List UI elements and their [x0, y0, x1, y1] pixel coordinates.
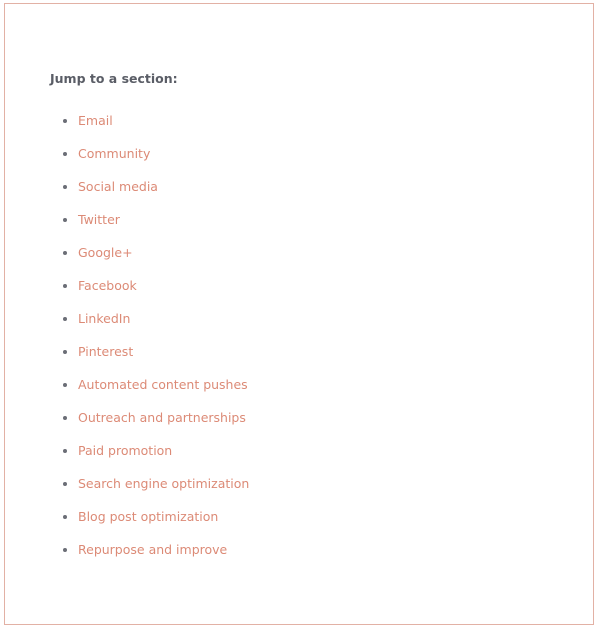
- section-link[interactable]: Google+: [78, 245, 133, 260]
- bullet-icon: [63, 515, 67, 519]
- bullet-icon: [63, 284, 67, 288]
- section-link[interactable]: Twitter: [78, 212, 120, 227]
- section-link[interactable]: Email: [78, 113, 113, 128]
- bullet-icon: [63, 251, 67, 255]
- bullet-icon: [63, 185, 67, 189]
- section-link[interactable]: Social media: [78, 179, 158, 194]
- section-link[interactable]: Repurpose and improve: [78, 542, 228, 557]
- bullet-icon: [63, 383, 67, 387]
- section-link[interactable]: Community: [78, 146, 151, 161]
- bullet-icon: [63, 119, 67, 123]
- section-link[interactable]: Paid promotion: [78, 443, 173, 458]
- section-link[interactable]: Outreach and partnerships: [78, 410, 246, 425]
- bullet-icon: [63, 416, 67, 420]
- bullet-icon: [63, 449, 67, 453]
- bullet-icon: [63, 218, 67, 222]
- bullet-icon: [63, 152, 67, 156]
- bullet-icon: [63, 350, 67, 354]
- bullet-icon: [63, 548, 67, 552]
- section-link[interactable]: Pinterest: [78, 344, 134, 359]
- section-link[interactable]: Blog post optimization: [78, 509, 219, 524]
- section-link[interactable]: Facebook: [78, 278, 137, 293]
- section-link[interactable]: Search engine optimization: [78, 476, 250, 491]
- bullet-icon: [63, 482, 67, 486]
- bullet-icon: [63, 317, 67, 321]
- section-link[interactable]: Automated content pushes: [78, 377, 248, 392]
- section-link[interactable]: LinkedIn: [78, 311, 131, 326]
- section-heading: Jump to a section:: [50, 71, 178, 86]
